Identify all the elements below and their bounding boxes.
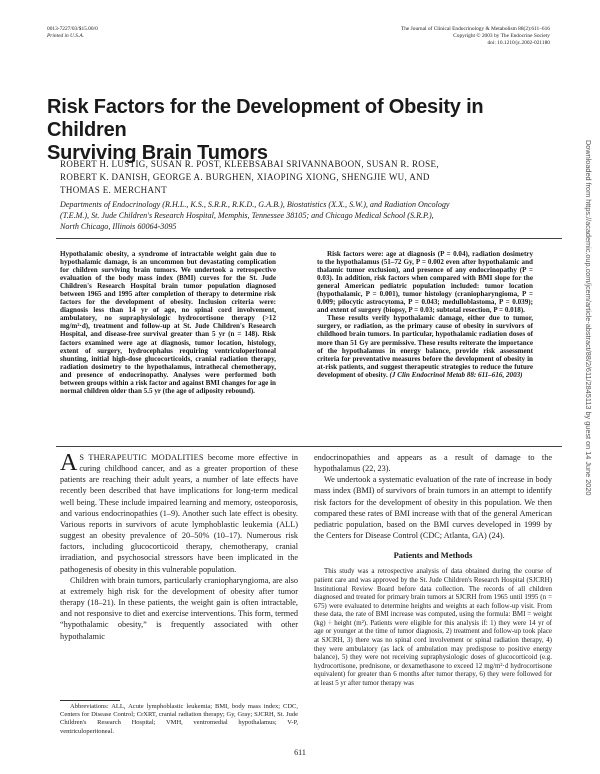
footnote-rule xyxy=(60,700,120,701)
abstract-left-column xyxy=(60,250,276,395)
abstract-top-rule xyxy=(56,238,562,239)
intro-paragraph-1 xyxy=(60,452,298,575)
journal-citation: The Journal of Clinical Endocrinology & Metabolism 88(2):611–616 xyxy=(400,26,550,32)
author-line: THOMAS E. MERCHANT xyxy=(60,185,168,195)
author-line: ROBERT K. DANISH, GEORGE A. BURGHEN, XIAOPING XIONG, SHENGJIE WU, AND xyxy=(60,172,430,182)
abstract-citation: (J Clin Endocrinol Metab 88: 611–616, 2003) xyxy=(389,370,523,379)
page-number: 611 xyxy=(294,748,306,757)
author-list xyxy=(60,158,520,197)
body-left-column xyxy=(60,452,298,642)
issn-line: 0013-7227/03/$15.00/0 xyxy=(47,26,98,32)
affiliation-line: North Chicago, Illinois 60064-3095 xyxy=(60,221,177,231)
drop-cap: A xyxy=(60,450,78,476)
intro-paragraph-3: endocrinopathies and appears as a result of damage to the hypothalamus (22, 23). xyxy=(314,453,552,474)
opening-smallcaps: S THERAPEUTIC MODALITIES xyxy=(79,453,204,462)
article-title xyxy=(47,96,547,165)
affiliations xyxy=(60,200,530,232)
affiliation-line: Departments of Endocrinology (R.H.L., K.S., S.R.R., R.K.D., G.A.B.), Biostatistics (X.X., S.W.), and Radiation Oncology xyxy=(60,200,450,209)
author-line: ROBERT H. LUSTIG, SUSAN R. POST, KLEEBSABAI SRIVANNABOON, SUSAN R. ROSE, xyxy=(60,159,439,169)
header-right xyxy=(401,26,550,47)
intro-paragraph-4: We undertook a systematic evaluation of the rate of increase in body mass index (BMI) of survivors of brain tumors in an attempt to identify risk factors for the development of obesity in this population. We then compared these rates of BMI increase with that of the general American pediatric population, based on the BMI curves developed in 1999 by the Centers for Disease Control (CDC; Atlanta, GA) (24). xyxy=(314,475,552,541)
doi-line: doi: 10.1210/jc.2002-021180 xyxy=(487,40,550,46)
abstract-paragraph-3 xyxy=(317,314,533,378)
abbreviations-footnote: Abbreviations: ALL, Acute lymphoblastic leukemia; BMI, body mass index; CDC, Centers for Disease Control; CrXRT, cranial radiation therapy; Gy, Gray; SJCRH, St. Jude Children's Research Hospital; VMH, ventromedial hypothalamus; V-P, ventriculoperitoneal. xyxy=(60,703,298,735)
affiliation-line: (T.E.M.), St. Jude Children's Research Hospital, Memphis, Tennessee 38105; and Chicago Medical School (S.R.P.), xyxy=(60,210,434,220)
body-right-column xyxy=(314,452,552,688)
header-left xyxy=(47,26,98,40)
intro-text: become more effective in curing childhood cancer, and as a greater proportion of these patients are reaching their adult years, a number of late effects have recently been described that have implications for long-term medical well being. These include impaired learning and memory, osteoporosis, and various endocrinopathies (1–9). Another such late effect is obesity. Various reports in survivors of acute lymphoblastic leukemia (ALL) suggest an obesity prevalence of 20–50% (10–17). Numerous risk factors, including glucocorticoid therapy, chemotherapy, cranial irradiation, and psychosocial stressors have been implicated in the pathogenesis of obesity in this vulnerable population. xyxy=(60,453,298,574)
section-heading: Patients and Methods xyxy=(393,550,473,561)
title-line-2: Surviving Brain Tumors xyxy=(47,142,268,164)
methods-paragraph: This study was a retrospective analysis of data obtained during the course of patient care and was approved by the St. Jude Children's Research Hospital (SJCRH) Institutional Review Board before data collection. The records of all children diagnosed and treated for primary brain tumors at SJCRH from 1965 until 1995 (n = 675) were evaluated to determine heights and weights at each follow-up visit. From these data, the rate of BMI increase was computed, using the formula: BMI = weight (kg) ÷ height (m²). Patients were eligible for this analysis if: 1) they were 14 yr of age or younger at the time of tumor diagnosis, 2) treatment and follow-up took place at SJCRH, 3) there was no spinal cord involvement or spinal radiation therapy, 4) they were ambulatory (as lack of ambulation may predispose to positive energy balance), 5) they were not receiving supraphysiologic doses of glucocorticoid (e.g. hydrocortisone, prednisone, or dexamethasone to exceed 12 mg/m²·d hydrocortisone equivalent) for greater than 6 months after tumor therapy, 6) they were followed for at least 5 yr after tumor therapy was xyxy=(314,567,552,687)
intro-paragraph-2: Children with brain tumors, particularly craniopharyngioma, are also at extremely high risk for the development of obesity after tumor therapy (18–21). In these patients, the weight gain is often intractable, and not responsive to diet and exercise interventions. This form, termed “hypothalamic obesity,” is frequently associated with other hypothalamic xyxy=(60,575,298,641)
abstract-bottom-rule xyxy=(56,446,562,447)
abstract-right-column xyxy=(317,250,533,379)
abstract-paragraph-1: Hypothalamic obesity, a syndrome of intractable weight gain due to hypothalamic damage, is an uncommon but devastating complication for children surviving brain tumors. We undertook a retrospective evaluation of the body mass index (BMI) curves for the St. Jude Children's Research Hospital brain tumor population diagnosed between 1965 and 1995 after completion of therapy to determine risk factors for the development of obesity. Inclusion criteria were: diagnosis less than 14 yr of age, no spinal cord involvement, ambulatory, no supraphysiologic hydrocortisone therapy (>12 mg/m²·d), treatment and follow-up at St. Jude Children's Research Hospital, and disease-free survival greater than 5 yr (n = 148). Risk factors examined were age at diagnosis, tumor location, histology, extent of surgery, hydrocephalus requiring ventriculoperitoneal shunting, initial high-dose glucocorticoids, cranial radiation therapy, radiation dosimetry to the hypothalamus, intrathecal chemotherapy, and presence of endocrinopathy. Analyses were performed both between groups within a risk factor and against BMI changes for age in normal children older than 5.5 yr (the age of adiposity rebound). xyxy=(60,250,276,395)
download-watermark: Downloaded from https://academic.oup.com/jcem/article-abstract/88/2/611/2845113 by guest on 14 June 2020 xyxy=(584,140,593,496)
printed-line: Printed in U.S.A. xyxy=(47,33,84,39)
title-line-1: Risk Factors for the Development of Obesity in Children xyxy=(47,96,484,141)
abstract-conclusion: These results verify hypothalamic damage, either due to tumor, surgery, or radiation, as the primary cause of obesity in survivors of childhood brain tumors. In particular, hypothalamic radiation doses of more than 51 Gy are permissive. These results reiterate the importance of the hypothalamus in energy balance, provide risk assessment criteria for preventative measures before the development of obesity in at-risk patients, and suggest therapeutic strategies to reduce the future development of obesity. xyxy=(317,314,533,379)
abstract-paragraph-2: Risk factors were: age at diagnosis (P = 0.04), radiation dosimetry to the hypothalamus (51–72 Gy, P = 0.002 even after hypothalamic and thalamic tumor exclusion), and presence of any endocrinopathy (P = 0.03). In addition, risk factors when compared with BMI slope for the general American pediatric population included: tumor location (hypothalamic, P = 0.001), tumor histology (craniopharyngioma, P = 0.009; pilocytic astrocytoma, P = 0.043; medulloblastoma, P = 0.039); and extent of surgery (biopsy, P = 0.03; subtotal resection, P = 0.018). xyxy=(317,250,533,315)
copyright-line: Copyright © 2003 by The Endocrine Society xyxy=(453,33,550,39)
